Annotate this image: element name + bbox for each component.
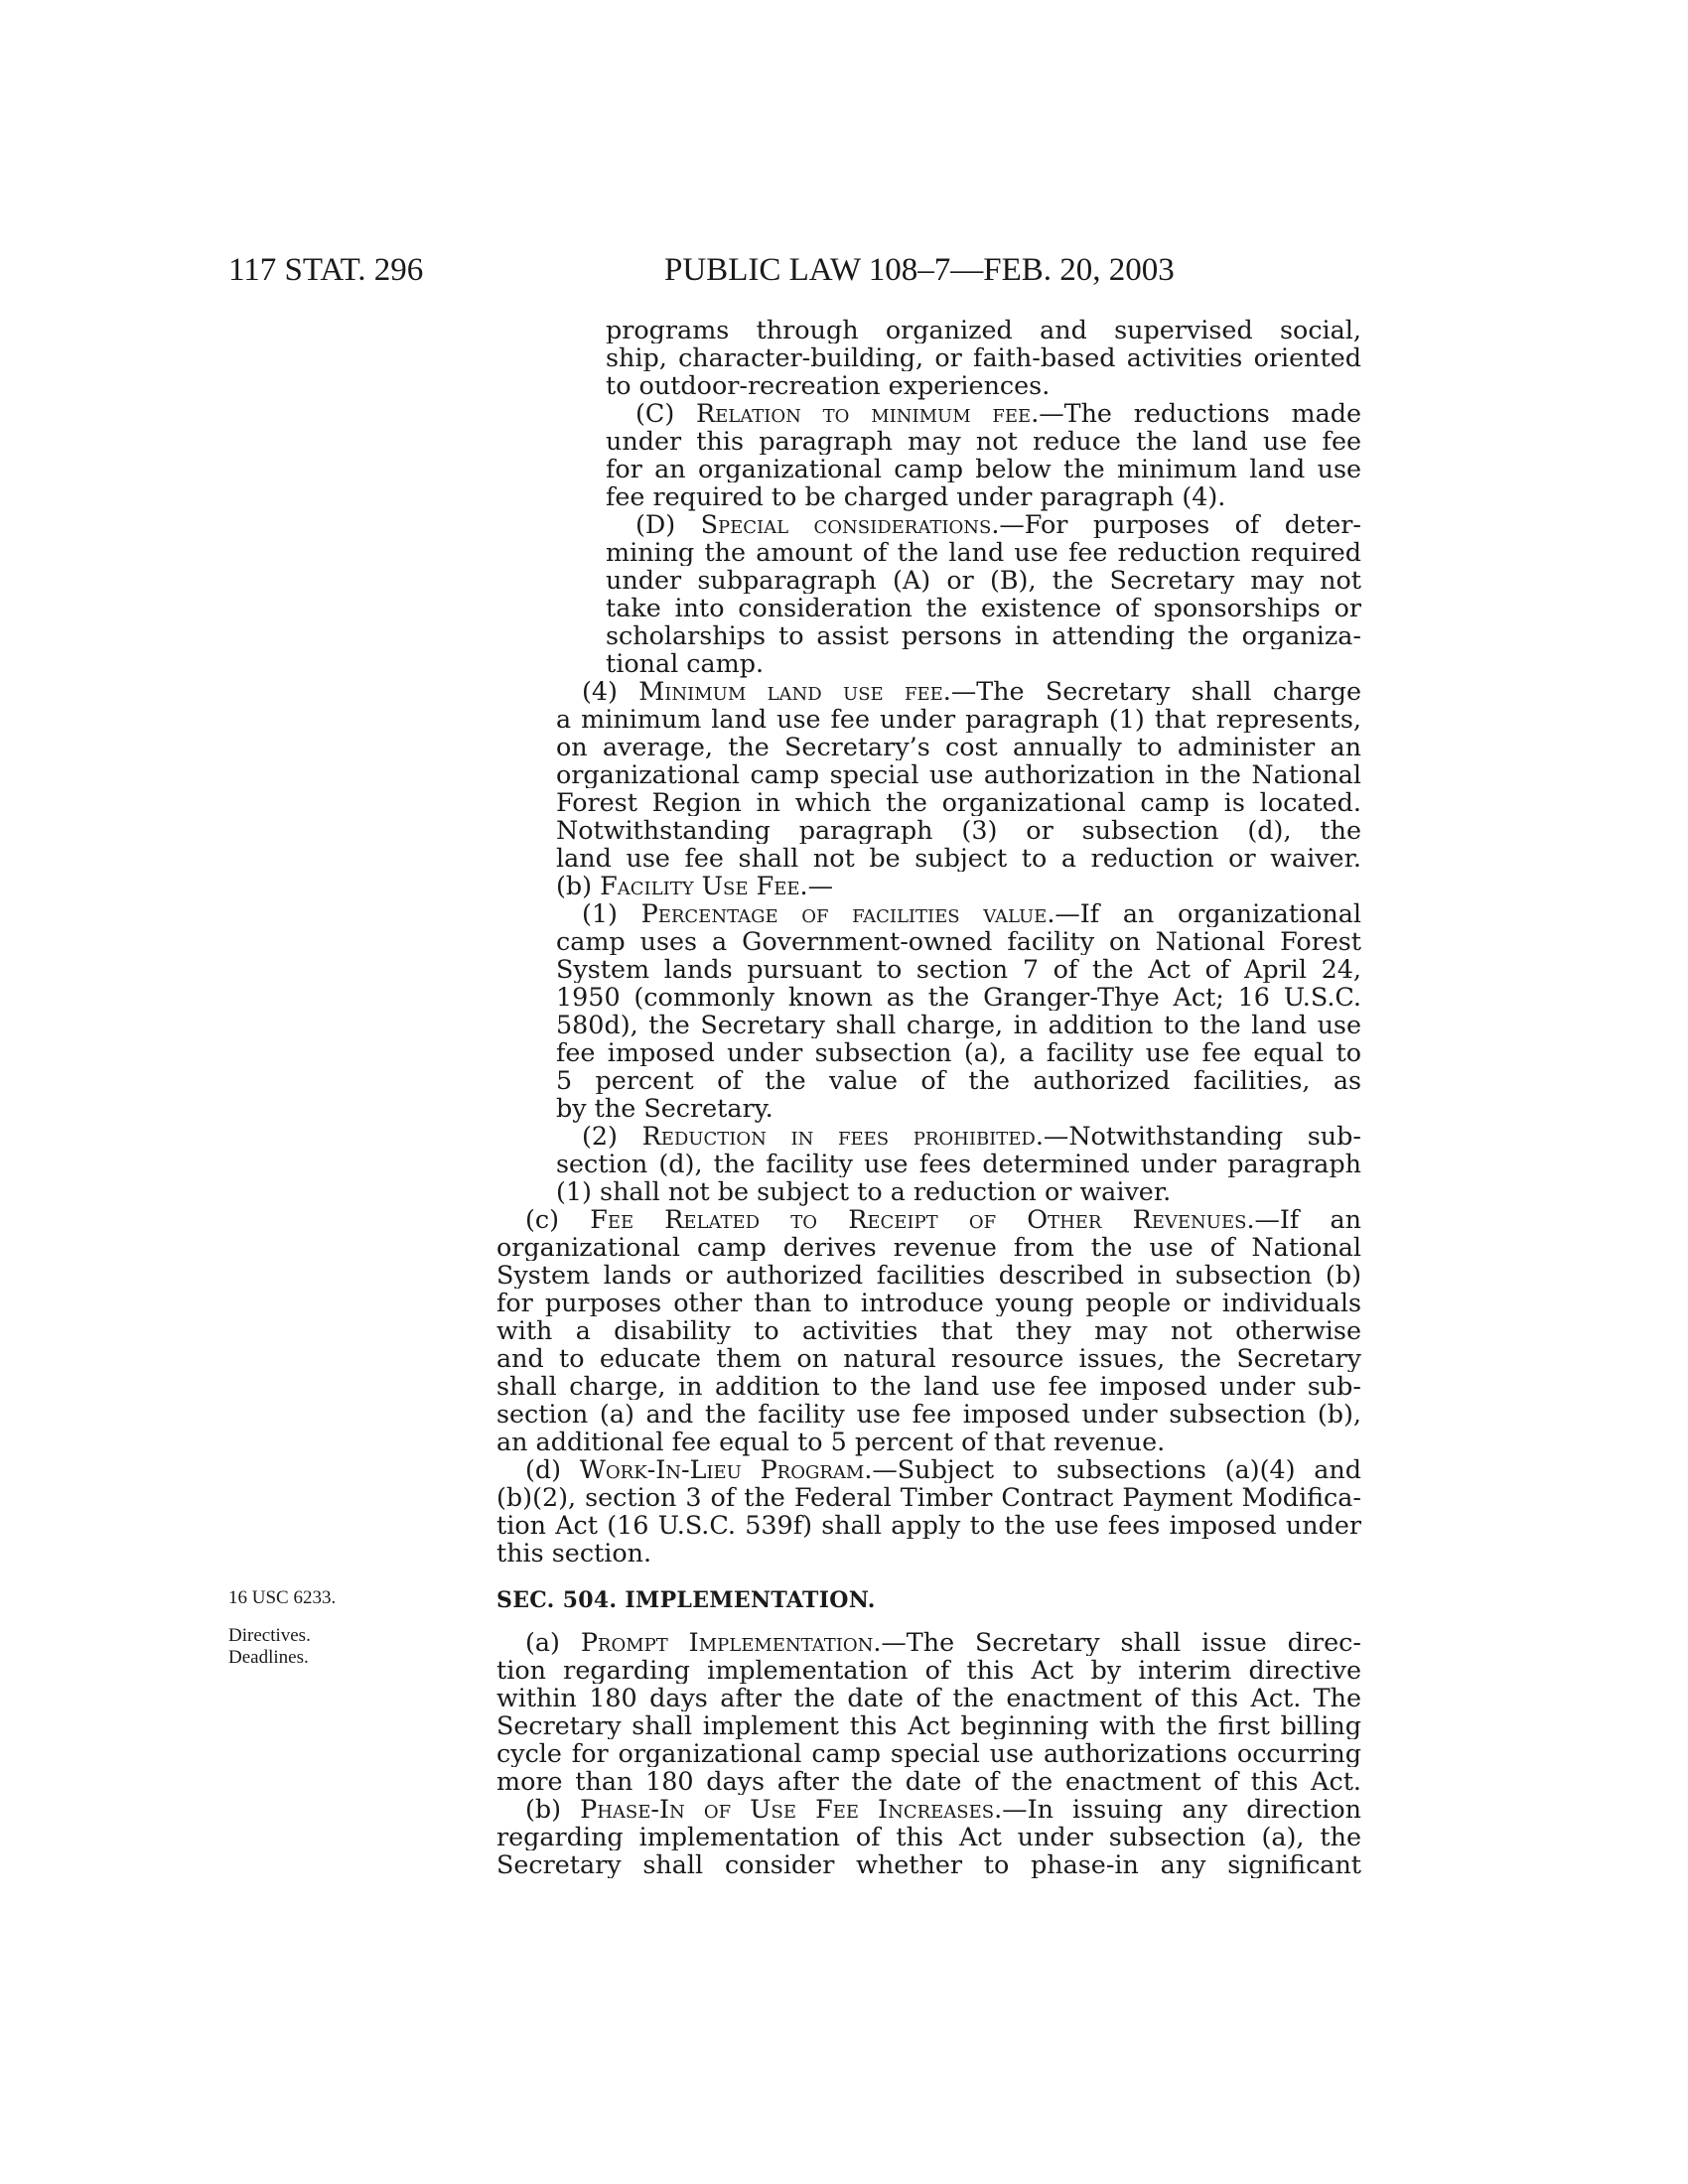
- running-header: [228, 250, 1365, 290]
- text-line: ship, character-building, or faith-based activities oriented: [606, 343, 1361, 371]
- text-line: a minimum land use fee under paragraph (1) that represents,: [556, 705, 1361, 733]
- section-504b-lead: (b) Phase-In of Use Fee Increases.—In issuing any direction: [525, 1795, 1361, 1823]
- section-504b-heading: Phase-In of Use Fee Increases: [580, 1795, 995, 1823]
- text-line: System lands or authorized facilities described in subsection (b): [496, 1261, 1361, 1289]
- text-line: land use fee shall not be subject to a reduction or waiver.: [556, 844, 1361, 872]
- text-line: mining the amount of the land use fee reduction required: [606, 538, 1361, 566]
- text-line: Notwithstanding paragraph (3) or subsection (d), the: [556, 816, 1361, 844]
- margin-note-deadlines: Deadlines.: [228, 1647, 309, 1668]
- text-line: shall charge, in addition to the land use fee imposed under sub-: [496, 1372, 1361, 1400]
- section-504a-heading: Prompt Implementation: [580, 1628, 874, 1656]
- text-line: on average, the Secretary’s cost annually to administer an: [556, 733, 1361, 760]
- text-line: programs through organized and supervised social,: [606, 316, 1361, 343]
- text-line: an additional fee equal to 5 percent of that revenue.: [496, 1427, 1166, 1456]
- text-line: 1950 (commonly known as the Granger-Thye Act; 16 U.S.C.: [556, 983, 1361, 1011]
- text-line: (b)(2), section 3 of the Federal Timber Contract Payment Modifica-: [496, 1483, 1361, 1511]
- text-line: cycle for organizational camp special use authorizations occurring: [496, 1739, 1361, 1767]
- text-line: organizational camp derives revenue from the use of National: [496, 1233, 1361, 1261]
- paragraph-4-heading: Minimum land use fee: [638, 677, 943, 705]
- text-line: and to educate them on natural resource issues, the Secretary: [496, 1344, 1361, 1372]
- text-line: for purposes other than to introduce young people or individuals: [496, 1289, 1361, 1316]
- text-line: scholarships to assist persons in attending the organiza-: [606, 621, 1361, 649]
- text-line: within 180 days after the date of the enactment of this Act. The: [496, 1684, 1361, 1711]
- subsection-d-heading: Work-In-Lieu Program: [579, 1455, 865, 1483]
- text-line: tion Act (16 U.S.C. 539f) shall apply to the use fees imposed under: [496, 1511, 1361, 1539]
- text-line: 5 percent of the value of the authorized facilities, as: [556, 1066, 1361, 1094]
- text-line: under subparagraph (A) or (B), the Secretary may not: [606, 566, 1361, 594]
- subparagraph-c-lead: (C) Relation to minimum fee.—The reductions made: [635, 399, 1361, 427]
- text-line: for an organizational camp below the minimum land use: [606, 455, 1361, 482]
- text-line: Forest Region in which the organizational camp is located.: [556, 788, 1361, 816]
- subparagraph-d-heading: Special considerations: [700, 510, 992, 538]
- subsection-d-lead: (d) Work-In-Lieu Program.—Subject to subsections (a)(4) and: [525, 1455, 1361, 1483]
- text-line: take into consideration the existence of sponsorships or: [606, 594, 1361, 621]
- paragraph-b1-heading: Percentage of facilities value: [640, 899, 1048, 927]
- text-line: tional camp.: [606, 648, 765, 678]
- text-line: to outdoor-recreation experiences.: [606, 370, 1051, 400]
- section-504a-lead: (a) Prompt Implementation.—The Secretary shall issue direc-: [525, 1628, 1361, 1656]
- margin-note-directives: Directives.: [228, 1625, 311, 1646]
- paragraph-b1-lead: (1) Percentage of facilities value.—If an organizational: [582, 899, 1361, 927]
- text-line: (1) shall not be subject to a reduction or waiver.: [556, 1176, 1172, 1206]
- text-line: regarding implementation of this Act under subsection (a), the: [496, 1823, 1361, 1850]
- public-law-title: PUBLIC LAW 108–7—FEB. 20, 2003: [664, 252, 1175, 288]
- subsection-b-heading: (b) Facility Use Fee.—: [556, 871, 833, 900]
- text-line: System lands pursuant to section 7 of the Act of April 24,: [556, 955, 1361, 983]
- text-line: under this paragraph may not reduce the land use fee: [606, 427, 1361, 455]
- subparagraph-c-heading: Relation to minimum fee: [696, 399, 1032, 427]
- text-line: section (d), the facility use fees determined under paragraph: [556, 1150, 1361, 1177]
- statute-page-number: 117 STAT. 296: [228, 252, 424, 288]
- text-line: Secretary shall implement this Act beginning with the first billing: [496, 1711, 1361, 1739]
- paragraph-4-lead: (4) Minimum land use fee.—The Secretary shall charge: [582, 677, 1361, 705]
- subsection-c-lead: (c) Fee Related to Receipt of Other Revenues.—If an: [525, 1205, 1361, 1233]
- text-line: camp uses a Government-owned facility on National Forest: [556, 927, 1361, 955]
- text-line: by the Secretary.: [556, 1093, 774, 1123]
- paragraph-b2-lead: (2) Reduction in fees prohibited.—Notwithstanding sub-: [582, 1122, 1361, 1150]
- subparagraph-d-lead: (D) Special considerations.—For purposes of deter-: [635, 510, 1361, 538]
- text-line: with a disability to activities that they may not otherwise: [496, 1316, 1361, 1344]
- text-line: fee required to be charged under paragraph (4).: [606, 481, 1226, 511]
- text-line: more than 180 days after the date of the enactment of this Act.: [496, 1767, 1361, 1795]
- section-504-heading: SEC. 504. IMPLEMENTATION.: [496, 1587, 876, 1613]
- text-line: this section.: [496, 1538, 652, 1568]
- text-line: tion regarding implementation of this Act by interim directive: [496, 1656, 1361, 1684]
- text-line: Secretary shall consider whether to phase-in any significant: [496, 1850, 1361, 1878]
- text-line: section (a) and the facility use fee imposed under subsection (b),: [496, 1400, 1361, 1428]
- paragraph-b2-heading: Reduction in fees prohibited: [641, 1122, 1036, 1150]
- text-line: organizational camp special use authorization in the National: [556, 760, 1361, 788]
- margin-note-usc-citation: 16 USC 6233.: [228, 1587, 337, 1608]
- text-line: 580d), the Secretary shall charge, in addition to the land use: [556, 1011, 1361, 1038]
- subsection-c-heading: Fee Related to Receipt of Other Revenues: [590, 1205, 1247, 1233]
- text-line: fee imposed under subsection (a), a facility use fee equal to: [556, 1038, 1361, 1066]
